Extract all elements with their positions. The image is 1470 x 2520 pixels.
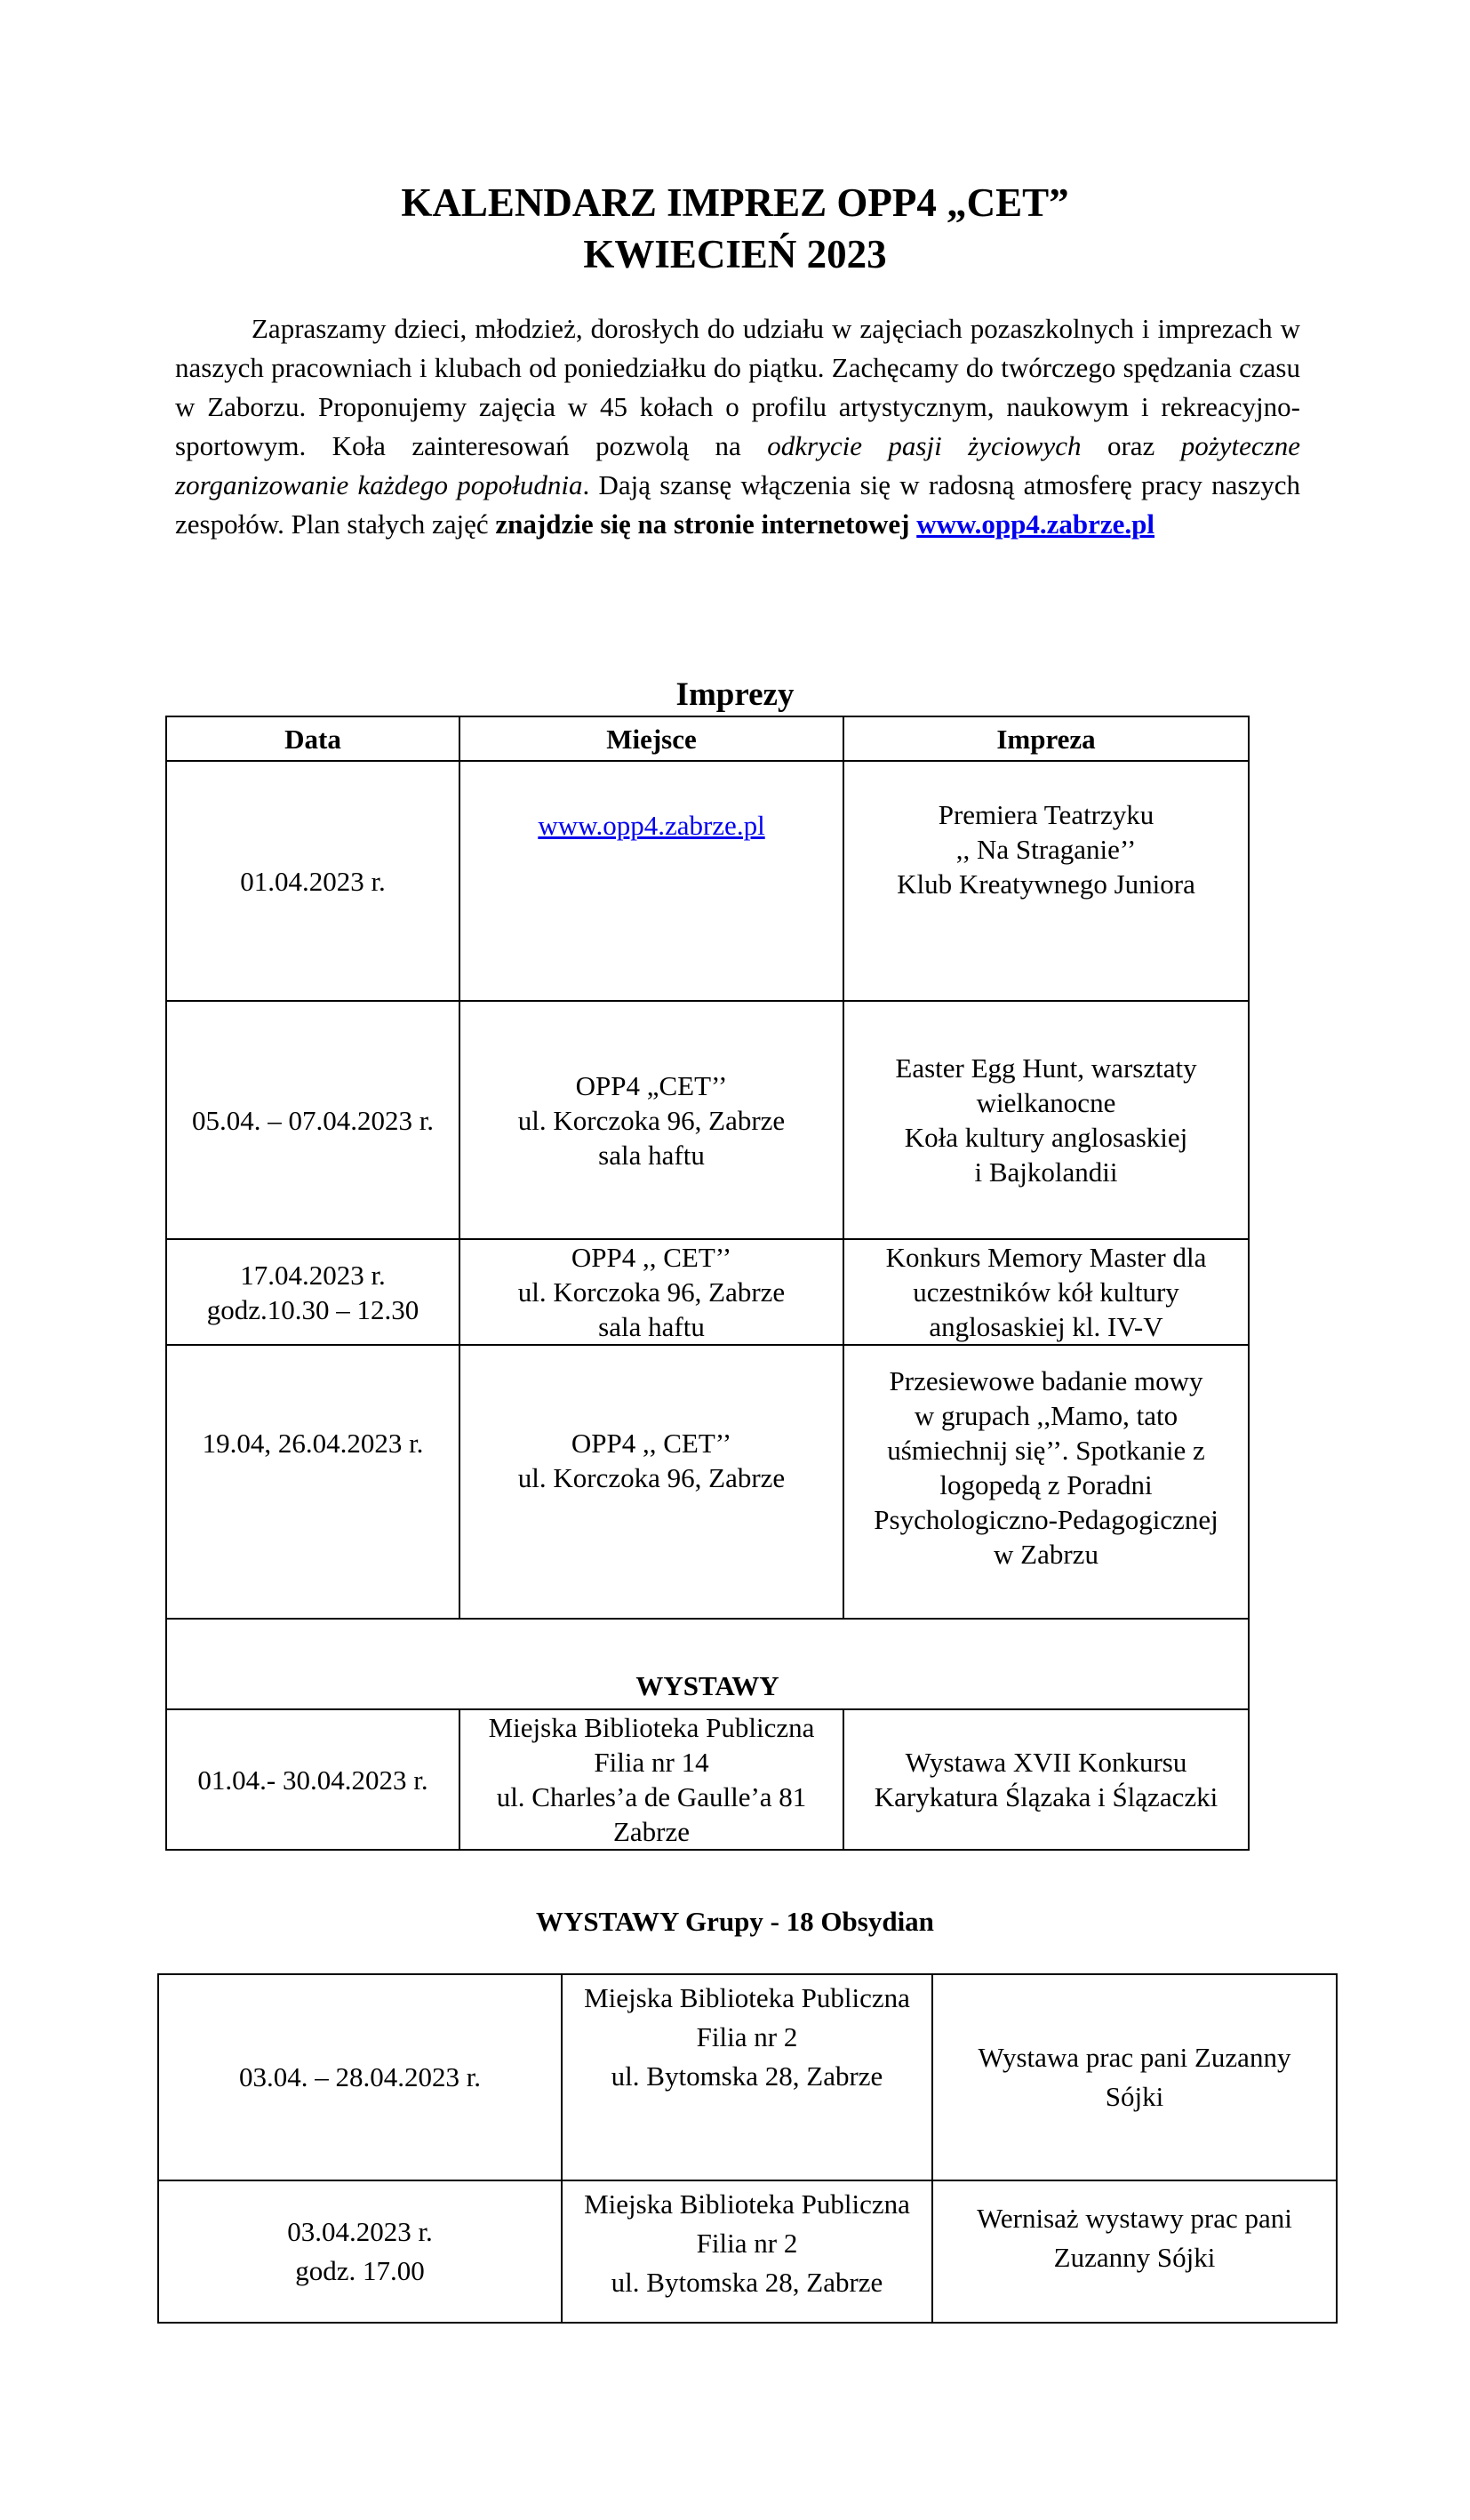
event-line: anglosaskiej kl. IV-V <box>929 1311 1163 1342</box>
event-line: Klub Kreatywnego Juniora <box>897 868 1195 900</box>
table-row <box>166 1345 1249 1619</box>
wystawy-label: WYSTAWY <box>635 1670 779 1701</box>
event-place-cell <box>459 1001 843 1239</box>
exhibition-name-cell <box>932 1974 1337 2180</box>
event-name-cell <box>843 761 1249 1001</box>
place-line: Zabrze <box>612 1816 691 1847</box>
column-header-impreza: Impreza <box>843 716 1249 761</box>
event-line: Wernisaż wystawy prac pani <box>977 2203 1292 2234</box>
event-line: Karykatura Ślązaka i Ślązaczki <box>874 1781 1218 1812</box>
events-table <box>165 716 1250 1851</box>
event-date: 01.04.2023 r. <box>240 865 386 897</box>
event-date-cell <box>166 761 459 1001</box>
place-line: ul. Bytomska 28, Zabrze <box>611 2060 883 2092</box>
table-row <box>158 2180 1337 2323</box>
event-line: Psychologiczno-Pedagogicznej <box>874 1504 1218 1535</box>
place-line: ul. Korczoka 96, Zabrze <box>517 1276 786 1308</box>
place-line: Miejska Biblioteka Publiczna <box>488 1712 815 1743</box>
event-line: ,, Na Straganie’’ <box>955 834 1137 865</box>
event-name-cell <box>843 1345 1249 1619</box>
table-row <box>166 761 1249 1001</box>
event-place-cell <box>459 1345 843 1619</box>
place-line: ul. Charles’a de Gaulle’a 81 <box>496 1781 807 1812</box>
event-line: Easter Egg Hunt, warsztaty <box>895 1052 1197 1084</box>
place-line: Filia nr 2 <box>696 2021 798 2052</box>
imprezy-heading: Imprezy <box>675 676 795 713</box>
intro-text-part1: Zapraszamy dzieci, młodzież, dorosłych do udziału w zajęciach pozaszkolnych i imprezach w naszych pracowniach i klubach od poniedziałku do piątku. Zachęcamy do twórczego spędzania czasu w Zaborzu. Proponujemy zajęcia w 45 kołach o profilu artystycznym, naukowym i rekreacyjno-sportowym. Koła zainteresowań pozwolą na <box>175 313 1300 461</box>
event-line: i Bajkolandii <box>974 1156 1118 1188</box>
wystawy-label-cell <box>166 1619 1249 1709</box>
grupy-heading: WYSTAWY Grupy - 18 Obsydian <box>536 1906 934 1937</box>
event-date: 17.04.2023 r. <box>240 1259 386 1291</box>
place-line: ul. Bytomska 28, Zabrze <box>611 2267 883 2298</box>
event-line: Przesiewowe badanie mowy <box>889 1365 1203 1396</box>
exhibition-date-cell <box>158 2180 562 2323</box>
place-line: OPP4 „CET’’ <box>575 1069 728 1101</box>
exhibition-date: 03.04. – 28.04.2023 r. <box>238 2061 482 2092</box>
place-line: Miejska Biblioteka Publiczna <box>584 1982 910 2013</box>
column-header-miejsce: Miejsce <box>459 716 843 761</box>
place-line: OPP4 ,, CET’’ <box>571 1242 732 1273</box>
event-line: logopedą z Poradni <box>939 1469 1153 1500</box>
exhibition-place-cell <box>459 1709 843 1850</box>
group-exhibitions-table <box>157 1973 1338 2324</box>
table-row <box>166 1239 1249 1345</box>
intro-paragraph <box>175 309 1300 544</box>
exhibition-place-cell <box>562 2180 932 2323</box>
column-header-data: Data <box>166 716 459 761</box>
event-place-cell <box>459 761 843 1001</box>
event-place-cell <box>459 1239 843 1345</box>
event-date-cell <box>166 1001 459 1239</box>
event-line: Zuzanny Sójki <box>1053 2242 1216 2273</box>
event-line: uśmiechnij się’’. Spotkanie z <box>887 1435 1205 1466</box>
intro-bold-text: znajdzie się na stronie internetowej <box>495 508 917 540</box>
exhibition-date: 03.04.2023 r. <box>287 2216 433 2247</box>
event-line: Koła kultury anglosaskiej <box>904 1122 1188 1153</box>
event-line: wielkanocne <box>976 1087 1116 1118</box>
table-header-row <box>166 716 1249 761</box>
place-line: sala haftu <box>598 1139 705 1171</box>
place-line: ul. Korczoka 96, Zabrze <box>517 1104 786 1136</box>
event-line: Wystawa prac pani Zuzanny <box>978 2042 1291 2073</box>
event-date: 05.04. – 07.04.2023 r. <box>191 1104 435 1136</box>
exhibition-name-cell <box>932 2180 1337 2323</box>
event-line: Wystawa XVII Konkursu <box>905 1747 1187 1778</box>
intro-italic-2: pożyteczne zorganizowanie każdego popołudnia <box>175 430 1300 500</box>
event-date-cell <box>166 1345 459 1619</box>
exhibition-date: 01.04.- 30.04.2023 r. <box>197 1764 428 1796</box>
place-line: Miejska Biblioteka Publiczna <box>584 2188 910 2220</box>
event-name-cell <box>843 1001 1249 1239</box>
event-line: uczestników kół kultury <box>913 1276 1179 1308</box>
event-line: Premiera Teatrzyku <box>938 799 1154 830</box>
place-line: Filia nr 2 <box>696 2228 798 2259</box>
table-row <box>158 1974 1337 2180</box>
exhibition-date-cell <box>158 1974 562 2180</box>
document-title: KALENDARZ IMPREZ OPP4 „CET” <box>401 180 1069 225</box>
event-date: 19.04, 26.04.2023 r. <box>202 1428 424 1459</box>
event-line: Sójki <box>1105 2081 1164 2112</box>
place-line: OPP4 ,, CET’’ <box>571 1428 732 1459</box>
event-name-cell <box>843 1239 1249 1345</box>
exhibition-date-cell <box>166 1709 459 1850</box>
event-line: w grupach ,,Mamo, tato <box>914 1400 1178 1431</box>
website-link[interactable]: www.opp4.zabrze.pl <box>916 508 1155 540</box>
table-row <box>166 1001 1249 1239</box>
table-row <box>166 1709 1249 1850</box>
intro-text-part3: . Dają szansę włączenia się w radosną atmosferę pracy naszych zespołów. Plan stałych zajęć <box>175 469 1300 540</box>
intro-italic-1: odkrycie pasji życiowych <box>767 430 1082 461</box>
intro-text-part2: oraz <box>1081 430 1181 461</box>
event-time: godz.10.30 – 12.30 <box>206 1293 419 1325</box>
exhibition-place-cell <box>562 1974 932 2180</box>
place-line: ul. Korczoka 96, Zabrze <box>517 1462 786 1493</box>
event-line: w Zabrzu <box>994 1539 1099 1570</box>
wystawy-section-row <box>166 1619 1249 1709</box>
place-line: Filia nr 14 <box>594 1747 709 1778</box>
exhibition-time: godz. 17.00 <box>295 2255 425 2286</box>
event-date-cell <box>166 1239 459 1345</box>
place-line: sala haftu <box>598 1311 705 1342</box>
document-subtitle-month: KWIECIEŃ 2023 <box>583 232 887 276</box>
exhibition-name-cell <box>843 1709 1249 1850</box>
event-line: Konkurs Memory Master dla <box>885 1242 1207 1273</box>
event-place-link[interactable]: www.opp4.zabrze.pl <box>538 810 765 841</box>
